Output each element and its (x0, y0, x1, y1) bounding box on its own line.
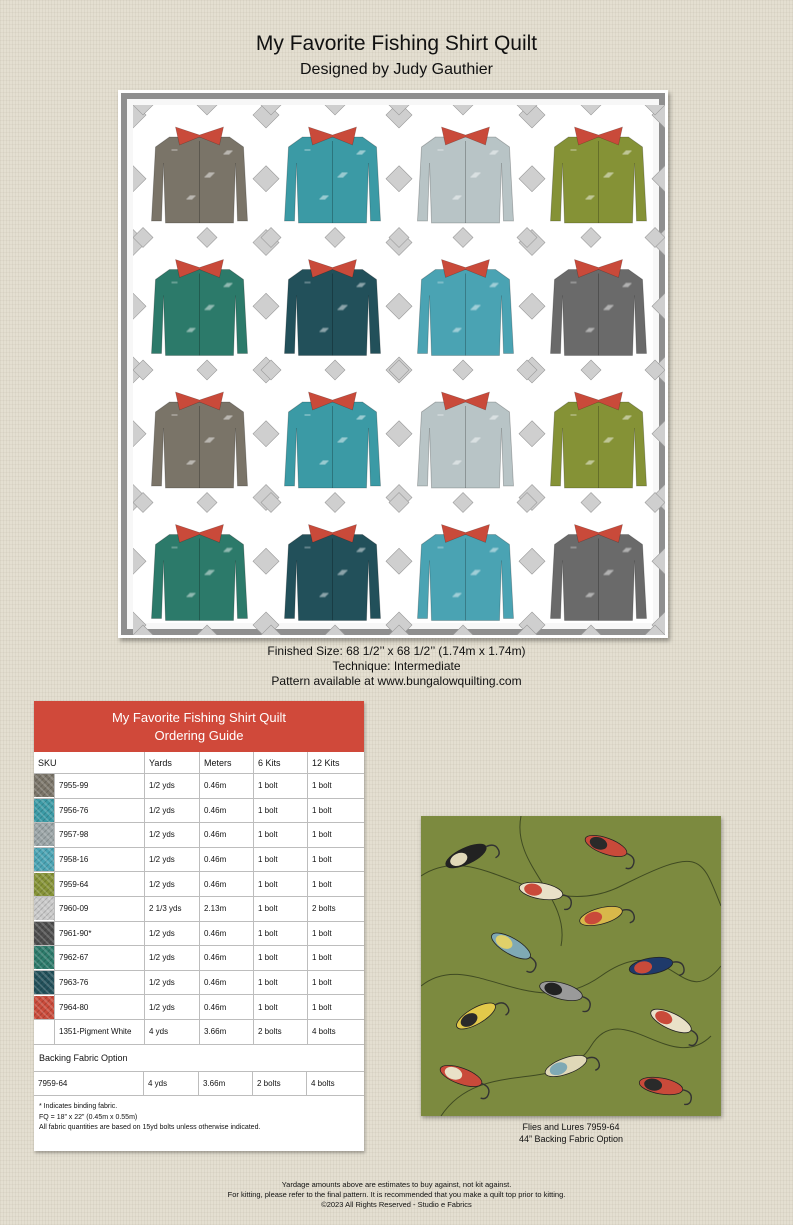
shirt-print (187, 198, 193, 200)
shirt-block (285, 392, 381, 488)
shirt-print (224, 551, 230, 553)
shirt-print (623, 551, 629, 553)
swatch-chip (34, 946, 54, 969)
table-row (34, 774, 364, 799)
cell-sku: 7963-76 (55, 970, 145, 995)
shirt-print (338, 441, 344, 443)
table-row (34, 896, 364, 921)
fabric-swatch (34, 921, 55, 946)
sashing-diamond (581, 228, 601, 248)
sashing-diamond (453, 493, 473, 513)
shirt-print (187, 331, 193, 333)
swatch-chip (34, 996, 54, 1019)
swatch-chip (34, 897, 54, 920)
shirt-print (224, 153, 230, 155)
shirt-print (320, 463, 326, 465)
fabric-swatch (34, 995, 55, 1020)
shirt-print (187, 596, 193, 598)
finished-size: Finished Size: 68 1/2’’ x 68 1/2’’ (1.74m x 1.74m) (267, 644, 526, 658)
shirt-print (438, 414, 444, 416)
cell-sku: 7961-90* (55, 921, 145, 946)
shirt-block (418, 525, 514, 621)
ordering-guide-header (34, 701, 364, 752)
designer-credit: Designed by Judy Gauthier (300, 61, 493, 78)
shirt-block (418, 127, 514, 223)
cell-6-kits: 1 bolt (254, 970, 308, 995)
backing-label: Backing Fabric Option (34, 1045, 364, 1072)
table-row (34, 823, 364, 848)
sashing-diamond (325, 493, 345, 513)
cell-meters: 0.46m (200, 995, 254, 1020)
cell-6-kits: 1 bolt (254, 774, 308, 799)
ordering-guide (34, 701, 364, 1151)
cell-meters: 0.46m (200, 970, 254, 995)
shirt-print (586, 463, 592, 465)
cell-sku: 7958-16 (55, 847, 145, 872)
shirt-print (172, 547, 178, 549)
backing-table (34, 1072, 364, 1097)
cell-12-kits: 4 bolts (308, 1019, 365, 1044)
shirt-print (320, 198, 326, 200)
fabric-swatch (34, 872, 55, 897)
shirt-print (571, 149, 577, 151)
sashing-diamond (197, 493, 217, 513)
shirt-print (623, 286, 629, 288)
cell-sku: 7960-09 (55, 896, 145, 921)
backing-meters: 3.66m (199, 1072, 253, 1096)
table-row (34, 970, 364, 995)
sashing-diamond (652, 548, 665, 574)
cell-meters: 0.46m (200, 774, 254, 799)
cell-12-kits: 1 bolt (308, 798, 365, 823)
cell-6-kits: 1 bolt (254, 921, 308, 946)
cell-sku: 7962-67 (55, 946, 145, 971)
shirt-print (357, 418, 363, 420)
fabric-swatch (34, 1019, 55, 1044)
cell-meters: 2.13m (200, 896, 254, 921)
flies-and-lures-print (421, 816, 721, 1116)
quilt-image (118, 90, 668, 638)
shirt-block (551, 127, 647, 223)
cell-12-kits: 1 bolt (308, 774, 365, 799)
shirt-block (152, 260, 248, 356)
sashing-diamond (325, 105, 345, 115)
sashing-diamond (386, 421, 412, 447)
backing-sku: 7959-64 (34, 1072, 144, 1096)
backing-row (34, 1072, 364, 1096)
cell-6-kits: 2 bolts (254, 1019, 308, 1044)
fabric-swatch (34, 823, 55, 848)
cell-sku: 7959-64 (55, 872, 145, 897)
shirt-print (438, 149, 444, 151)
col-meters: Meters (200, 752, 254, 774)
table-row (34, 995, 364, 1020)
cell-yards: 4 yds (145, 1019, 200, 1044)
shirt-print (471, 441, 477, 443)
shirt-print (453, 331, 459, 333)
sashing-diamond (197, 360, 217, 380)
sashing-diamond (386, 293, 412, 319)
sashing-diamond (519, 166, 545, 192)
swatch-chip (34, 774, 54, 797)
shirt-print (357, 286, 363, 288)
footer-note-2: For kitting, please refer to the final pattern. It is recommended that you make a quilt top prior to kitting. (227, 1190, 566, 1199)
shirt-print (453, 596, 459, 598)
cell-6-kits: 1 bolt (254, 995, 308, 1020)
cell-12-kits: 2 bolts (308, 896, 365, 921)
sashing-diamond (325, 625, 345, 635)
shirt-print (172, 149, 178, 151)
shirt-block (152, 525, 248, 621)
quilt-illustration (133, 105, 665, 635)
shirt-print (224, 286, 230, 288)
cell-6-kits: 1 bolt (254, 823, 308, 848)
shirt-print (586, 331, 592, 333)
cell-12-kits: 1 bolt (308, 823, 365, 848)
shirt-print (357, 551, 363, 553)
pattern-link[interactable]: Pattern available at www.bungalowquilting.com (271, 674, 522, 688)
shirt-print (490, 418, 496, 420)
shirt-print (172, 414, 178, 416)
sashing-diamond (453, 360, 473, 380)
shirt-block (285, 260, 381, 356)
swatch-chip (34, 823, 54, 846)
cell-12-kits: 1 bolt (308, 946, 365, 971)
shirt-block (152, 127, 248, 223)
sashing-diamond (453, 105, 473, 115)
sashing-diamond (133, 166, 146, 192)
shirt-print (571, 414, 577, 416)
sashing-diamond (325, 360, 345, 380)
sashing-diamond (652, 421, 665, 447)
shirt-print (471, 176, 477, 178)
fabric-caption-name: Flies and Lures 7959-64 (522, 1122, 620, 1132)
shirt-print (623, 418, 629, 420)
shirt-print (471, 309, 477, 311)
shirt-print (338, 176, 344, 178)
col-yards: Yards (145, 752, 200, 774)
sashing-diamond (519, 293, 545, 319)
swatch-chip (34, 848, 54, 871)
note-fq: FQ = 18” x 22” (0.45m x 0.55m) (39, 1113, 138, 1121)
footer-copyright: ©2023 All Rights Reserved - Studio e Fabrics (321, 1200, 472, 1209)
cell-sku: 7955-99 (55, 774, 145, 799)
shirt-print (338, 574, 344, 576)
sashing-diamond (253, 421, 279, 447)
cell-12-kits: 1 bolt (308, 970, 365, 995)
page-title: My Favorite Fishing Shirt Quilt (255, 32, 538, 55)
cell-meters: 0.46m (200, 823, 254, 848)
cell-12-kits: 1 bolt (308, 872, 365, 897)
shirt-print (205, 309, 211, 311)
shirt-print (172, 282, 178, 284)
shirt-print (320, 331, 326, 333)
cell-yards: 1/2 yds (145, 847, 200, 872)
shirt-print (305, 282, 311, 284)
shirt-print (490, 551, 496, 553)
note-bolts: All fabric quantities are based on 15yd bolts unless otherwise indicated. (39, 1124, 261, 1132)
guide-title: My Favorite Fishing Shirt Quilt (111, 710, 287, 725)
shirt-print (224, 418, 230, 420)
sashing-diamond (253, 166, 279, 192)
sashing-diamond (386, 166, 412, 192)
sashing-diamond (453, 228, 473, 248)
sashing-diamond (325, 228, 345, 248)
table-row (34, 798, 364, 823)
swatch-chip (34, 922, 54, 945)
cell-meters: 0.46m (200, 872, 254, 897)
cell-6-kits: 1 bolt (254, 872, 308, 897)
sashing-diamond (581, 360, 601, 380)
shirt-print (357, 153, 363, 155)
table-header-row (34, 752, 364, 774)
cell-6-kits: 1 bolt (254, 847, 308, 872)
swatch-chip (34, 1020, 54, 1043)
cell-meters: 0.46m (200, 798, 254, 823)
backing-12-kits: 4 bolts (307, 1072, 365, 1096)
shirt-print (438, 547, 444, 549)
swatch-chip (34, 971, 54, 994)
sashing-diamond (652, 293, 665, 319)
shirt-print (586, 596, 592, 598)
shirt-block (418, 260, 514, 356)
shirt-print (604, 176, 610, 178)
sashing-diamond (133, 293, 146, 319)
cell-yards: 1/2 yds (145, 995, 200, 1020)
fabric-swatch (34, 946, 55, 971)
shirt-print (338, 309, 344, 311)
quilt-border (121, 93, 665, 635)
shirt-print (305, 149, 311, 151)
table-row (34, 921, 364, 946)
cell-6-kits: 1 bolt (254, 946, 308, 971)
sashing-diamond (389, 360, 409, 380)
shirt-print (586, 198, 592, 200)
cell-sku: 7957-98 (55, 823, 145, 848)
fabric-swatch (34, 970, 55, 995)
shirt-print (205, 176, 211, 178)
guide-notes (34, 1096, 364, 1134)
cell-yards: 1/2 yds (145, 921, 200, 946)
sashing-diamond (652, 166, 665, 192)
shirt-block (551, 525, 647, 621)
cell-meters: 0.46m (200, 847, 254, 872)
cell-6-kits: 1 bolt (254, 896, 308, 921)
sashing-diamond (581, 625, 601, 635)
shirt-print (604, 574, 610, 576)
cell-meters: 3.66m (200, 1019, 254, 1044)
sashing-diamond (133, 421, 146, 447)
fabric-caption-option: 44” Backing Fabric Option (518, 1134, 624, 1144)
note-binding: * Indicates binding fabric. (39, 1103, 118, 1111)
cell-sku: 1351-Pigment White (55, 1019, 145, 1044)
cell-yards: 1/2 yds (145, 946, 200, 971)
shirt-print (205, 574, 211, 576)
shirt-print (604, 309, 610, 311)
cell-12-kits: 1 bolt (308, 847, 365, 872)
table-row (34, 1019, 364, 1044)
shirt-print (571, 282, 577, 284)
fabric-swatch (34, 847, 55, 872)
shirt-print (453, 198, 459, 200)
shirt-print (205, 441, 211, 443)
swatch-chip (34, 873, 54, 896)
shirt-print (320, 596, 326, 598)
table-row (34, 946, 364, 971)
cell-12-kits: 1 bolt (308, 995, 365, 1020)
sashing-diamond (581, 105, 601, 115)
shirt-print (438, 282, 444, 284)
sashing-diamond (197, 105, 217, 115)
ordering-table (34, 752, 364, 1045)
cell-yards: 1/2 yds (145, 798, 200, 823)
cell-meters: 0.46m (200, 946, 254, 971)
cell-sku: 7956-76 (55, 798, 145, 823)
shirt-print (453, 463, 459, 465)
backing-fabric-swatch (421, 816, 721, 1116)
swatch-chip (34, 799, 54, 822)
cell-yards: 1/2 yds (145, 774, 200, 799)
sashing-diamond (197, 625, 217, 635)
cell-yards: 1/2 yds (145, 872, 200, 897)
cell-yards: 2 1/3 yds (145, 896, 200, 921)
shirt-print (490, 153, 496, 155)
col-6-kits: 6 Kits (254, 752, 308, 774)
sashing-diamond (519, 421, 545, 447)
fabric-swatch (34, 896, 55, 921)
fabric-swatch (34, 774, 55, 799)
cell-yards: 1/2 yds (145, 823, 200, 848)
shirt-block (285, 127, 381, 223)
backing-6-kits: 2 bolts (253, 1072, 307, 1096)
cell-yards: 1/2 yds (145, 970, 200, 995)
table-row (34, 847, 364, 872)
shirt-block (551, 392, 647, 488)
shirt-print (490, 286, 496, 288)
shirt-print (187, 463, 193, 465)
backing-yards: 4 yds (144, 1072, 199, 1096)
cell-sku: 7964-80 (55, 995, 145, 1020)
sashing-diamond (453, 625, 473, 635)
shirt-print (623, 153, 629, 155)
sashing-diamond (133, 548, 146, 574)
technique: Technique: Intermediate (332, 659, 461, 673)
quilt-center (133, 105, 653, 623)
cell-12-kits: 1 bolt (308, 921, 365, 946)
shirt-block (152, 392, 248, 488)
sashing-diamond (581, 493, 601, 513)
sashing-diamond (253, 548, 279, 574)
col-12-kits: 12 Kits (308, 752, 365, 774)
fabric-swatch (34, 798, 55, 823)
shirt-print (604, 441, 610, 443)
sashing-diamond (197, 228, 217, 248)
shirt-print (305, 414, 311, 416)
cell-6-kits: 1 bolt (254, 798, 308, 823)
table-row (34, 872, 364, 897)
guide-subtitle: Ordering Guide (154, 728, 244, 743)
shirt-print (471, 574, 477, 576)
col-sku: SKU (34, 752, 145, 774)
sashing-diamond (253, 293, 279, 319)
shirt-print (305, 547, 311, 549)
sashing-diamond (386, 548, 412, 574)
sashing-diamond (519, 548, 545, 574)
cell-meters: 0.46m (200, 921, 254, 946)
shirt-block (285, 525, 381, 621)
shirt-block (418, 392, 514, 488)
shirt-block (551, 260, 647, 356)
shirt-print (571, 547, 577, 549)
footer-note-1: Yardage amounts above are estimates to buy against, not kit against. (281, 1180, 512, 1189)
